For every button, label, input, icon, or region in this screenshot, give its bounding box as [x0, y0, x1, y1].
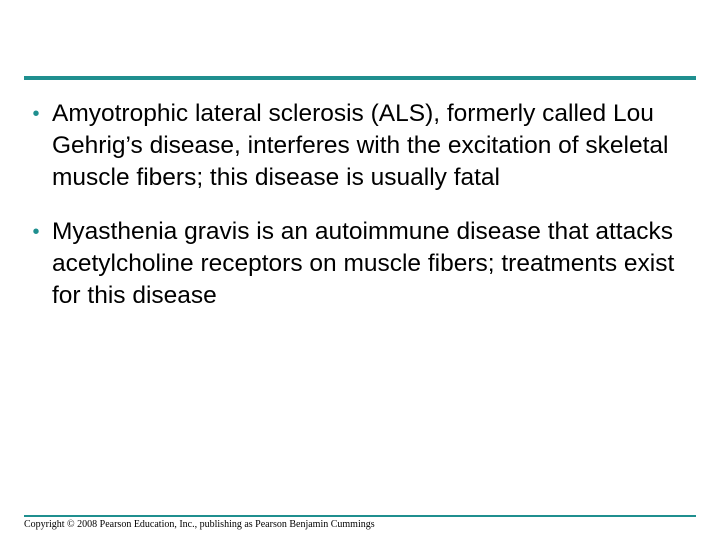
- bullet-item-myasthenia-gravis: [24, 216, 696, 312]
- copyright-notice: Copyright © 2008 Pearson Education, Inc., publishing as Pearson Benjamin Cummings: [24, 519, 375, 530]
- bullet-item-als: [24, 98, 696, 194]
- bottom-divider-line: [24, 515, 696, 517]
- top-divider-line: [24, 76, 696, 80]
- bullet-list: [24, 98, 696, 334]
- bullet-marker: •: [32, 103, 40, 125]
- bullet-text-myasthenia-gravis: Myasthenia gravis is an autoimmune disease that attacks acetylcholine receptors on muscle fibers; treatments exist for this disease: [52, 218, 675, 309]
- bullet-marker: •: [32, 221, 40, 243]
- bullet-text-als: Amyotrophic lateral sclerosis (ALS), formerly called Lou Gehrig’s disease, interferes with the excitation of skeletal muscle fibers; this disease is usually fatal: [52, 100, 669, 191]
